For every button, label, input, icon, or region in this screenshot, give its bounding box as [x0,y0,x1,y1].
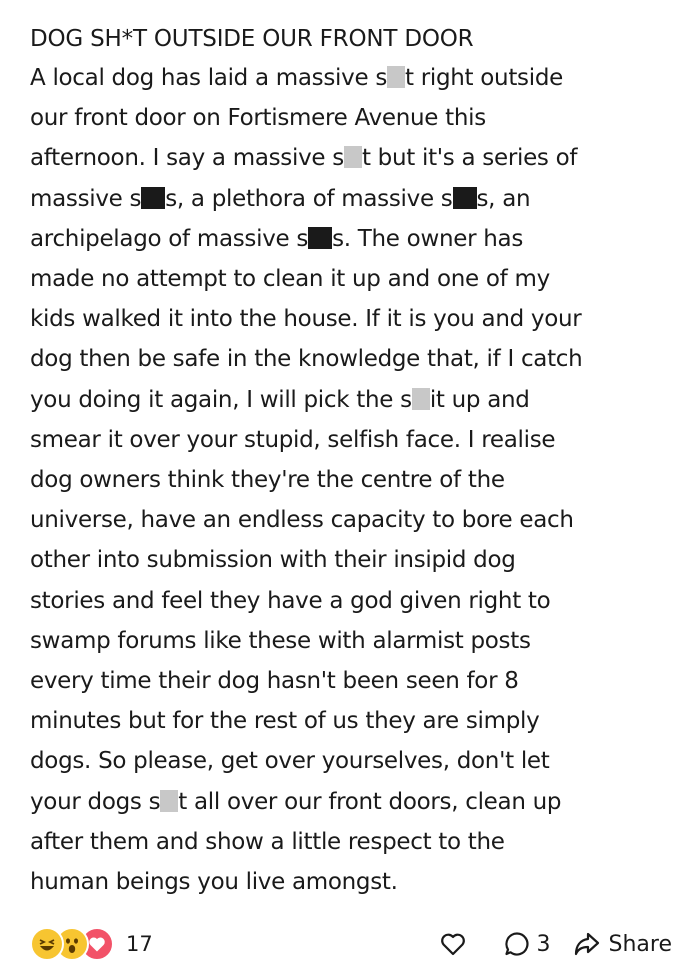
comment-icon [503,930,531,958]
post-body-line [30,540,685,580]
post-text-segment: made no attempt to clean it up and one of my [30,266,550,293]
post-body-line [30,822,685,862]
post-text-segment: other into submission with their insipid dog [30,547,516,574]
post-text-segment: universe, have an endless capacity to bore each [30,507,574,534]
post-text-segment: you doing it again, I will pick the s [30,386,412,413]
post-body-line [30,58,685,98]
comment-button[interactable] [503,930,551,958]
post-text-segment: dog owners think they're the centre of the [30,467,505,494]
post-body-line [30,581,685,621]
redaction-block [387,66,405,88]
post-text-segment: A local dog has laid a massive s [30,65,387,91]
redaction-block [141,187,165,209]
post-text-segment: t right outside [405,65,563,91]
post-text-segment: your dogs s [30,788,161,815]
post-text-segment: smear it over your stupid, selfish face. I realise [30,426,556,453]
post-text-segment: kids walked it into the house. If it is you and your [30,306,582,333]
reactions-summary[interactable] [30,927,153,961]
post-body-line [30,179,685,219]
haha-icon [30,927,64,961]
redaction-block [412,388,430,410]
post-actions [439,930,673,958]
post-body-line [30,98,685,138]
comment-count: 3 [536,931,551,957]
post-text-segment: our front door on Fortismere Avenue this [30,105,486,132]
post-text-segment: massive s [30,185,142,212]
post-text-segment: after them and show a little respect to the [30,828,505,855]
post-body-line [30,420,685,460]
post-text-segment: t but it's a series of [361,145,578,172]
reaction-count: 17 [126,932,153,956]
share-button[interactable] [573,931,673,957]
post-text-segment: swamp forums like these with alarmist posts [30,627,531,654]
post-body-line [30,782,685,822]
like-button[interactable] [439,931,467,957]
share-icon [573,931,601,957]
post-text-segment: archipelago of massive s [30,225,309,252]
post-text-segment: human beings you live amongst. [30,869,398,896]
post-text-segment: dogs. So please, get over yourselves, don't let [30,748,550,775]
post-text-segment: every time their dog hasn't been seen for 8 [30,668,519,695]
heart-icon [439,931,467,957]
post-text-segment: t all over our front doors, clean up [178,788,562,815]
post-title: DOG SH*T OUTSIDE OUR FRONT DOOR [30,26,474,52]
post-body-line [30,259,685,299]
post-text-segment: it up and [429,386,530,413]
post-body-line [30,460,685,500]
post [30,20,685,902]
redaction-block [308,227,332,249]
post-body-line [30,380,685,420]
post-body-line [30,299,685,339]
post-body [30,58,685,902]
redaction-block [344,146,362,168]
post-body-line [30,500,685,540]
post-body-line [30,219,685,259]
post-footer [30,922,672,966]
post-text-segment: s. The owner has [332,225,524,252]
post-body-line [30,661,685,701]
redaction-block [160,790,178,812]
post-text-segment: afternoon. I say a massive s [30,145,344,172]
post-text-segment: stories and feel they have a god given right to [30,587,551,614]
post-body-line [30,862,685,902]
post-text-segment: s, an [476,185,531,212]
post-text-segment: s, a plethora of massive s [165,185,453,212]
post-text-segment: dog then be safe in the knowledge that, if I catch [30,346,583,373]
redaction-block [453,187,477,209]
post-text-segment: minutes but for the rest of us they are simply [30,708,540,735]
post-body-line [30,621,685,661]
post-body-line [30,701,685,741]
share-label: Share [608,931,672,957]
post-body-line [30,339,685,379]
post-body-line [30,138,685,178]
post-body-line [30,741,685,781]
